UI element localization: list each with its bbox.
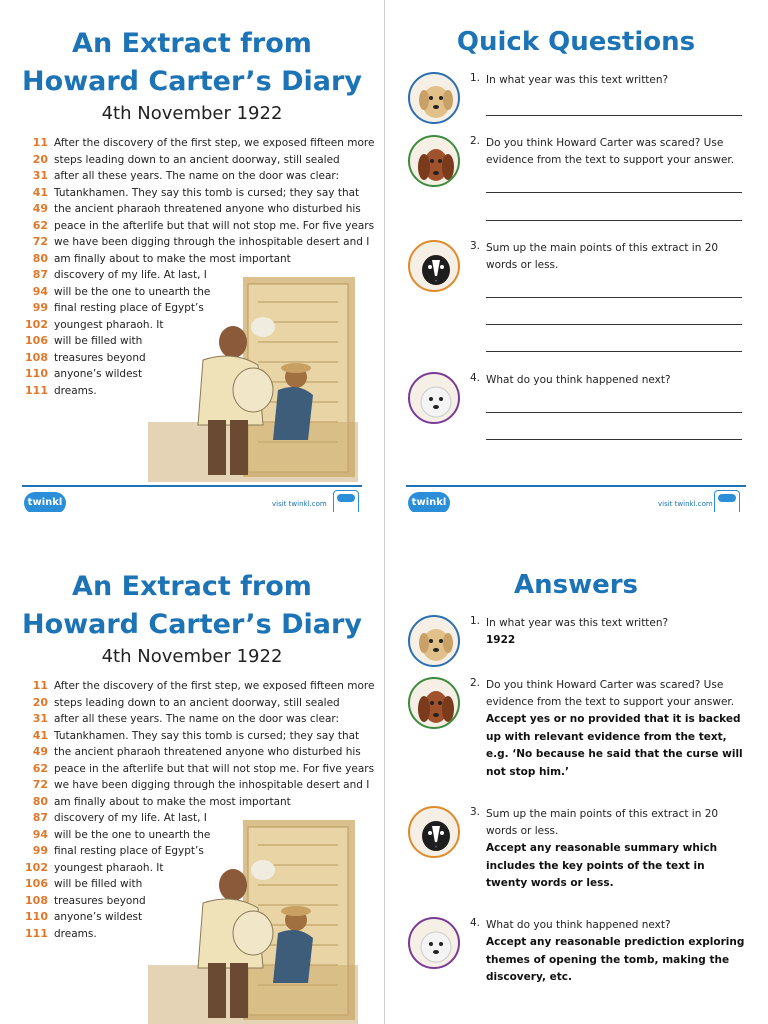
questions-title: Quick Questions <box>456 27 696 57</box>
quality-badge-icon <box>333 490 359 512</box>
question-number: 3. <box>470 806 481 818</box>
passage-line: will be the one to unearth the <box>54 285 211 298</box>
line-number: 106 <box>25 877 48 890</box>
answer-line[interactable] <box>486 324 742 325</box>
answer-line[interactable] <box>486 297 742 298</box>
answer-line[interactable] <box>486 220 742 221</box>
passage-line: discovery of my life. At last, I <box>54 812 207 824</box>
passage-line: after all these years. The name on the door was clear: <box>54 713 340 725</box>
question-text: In what year was this text written? <box>486 74 669 86</box>
answer-block <box>486 806 746 893</box>
line-number: 31 <box>32 712 48 725</box>
line-number: 111 <box>25 926 48 940</box>
line-number: 108 <box>25 350 48 364</box>
line-number: 102 <box>25 317 48 331</box>
extract-panel-bottom <box>0 543 384 1024</box>
line-number: 108 <box>25 893 48 907</box>
passage-line: am finally about to make the most important <box>54 795 291 808</box>
question-number: 2. <box>470 135 481 147</box>
passage-line: peace in the afterlife but that will not stop me. For five years <box>54 762 375 775</box>
passage-line: anyone’s wildest <box>54 368 143 380</box>
question-text: Sum up the main points of this extract in 20 words or less. <box>486 808 719 837</box>
passage-line: dreams. <box>54 927 97 940</box>
passage-line: dreams. <box>54 384 97 397</box>
passage-line: the ancient pharaoh threatened anyone who disturbed his <box>54 203 361 215</box>
answers-panel <box>384 543 768 1024</box>
line-number: 11 <box>32 136 48 149</box>
footer-rule <box>22 485 362 487</box>
line-number: 72 <box>32 778 48 791</box>
passage-line: steps leading down to an ancient doorway, still sealed <box>54 696 340 709</box>
answers-title: Answers <box>513 570 639 600</box>
extract-panel-top <box>0 0 384 512</box>
passage-line: discovery of my life. At last, I <box>54 269 207 281</box>
passage-line: youngest pharaoh. It <box>54 318 164 331</box>
passage-line: After the discovery of the first step, we exposed fifteen more <box>54 680 375 692</box>
tomb-discovery-illustration <box>148 272 358 482</box>
passage-line: final resting place of Egypt’s <box>54 845 204 857</box>
line-number: 94 <box>32 827 48 841</box>
passage-line: will be filled with <box>54 335 143 347</box>
line-number: 110 <box>25 910 48 923</box>
answer-item <box>408 806 748 901</box>
question-text: Do you think Howard Carter was scared? Use evidence from the text to support your answer. <box>486 679 735 708</box>
answer-text: Accept any reasonable prediction exploring themes of opening the tomb, making the discovery, etc. <box>486 936 745 983</box>
extract-date: 4th November 1922 <box>101 646 283 667</box>
answer-block <box>486 917 746 987</box>
white-dog-icon <box>408 917 460 969</box>
passage-line: anyone’s wildest <box>54 911 143 923</box>
passage-line: we have been digging through the inhospitable desert and I <box>54 236 370 248</box>
line-number: 99 <box>32 844 48 857</box>
answer-item <box>408 615 748 675</box>
line-number: 110 <box>25 367 48 380</box>
answer-block <box>486 677 746 781</box>
golden-retriever-icon <box>408 72 460 124</box>
answer-block <box>486 615 746 650</box>
answer-text: Accept any reasonable summary which includes the key points of the text in twenty words or less. <box>486 842 718 889</box>
twinkl-logo[interactable]: twinkl <box>408 492 450 512</box>
question-text: Do you think Howard Carter was scared? Use evidence from the text to support your answer. <box>486 137 735 166</box>
passage-line: youngest pharaoh. It <box>54 861 164 874</box>
passage-line: treasures beyond <box>54 894 146 907</box>
passage-line: will be the one to unearth the <box>54 828 211 841</box>
question-number: 4. <box>470 372 481 384</box>
question-number: 4. <box>470 917 481 929</box>
passage-line: the ancient pharaoh threatened anyone who disturbed his <box>54 746 361 758</box>
visit-link[interactable]: visit twinkl.com <box>272 500 327 508</box>
questions-panel <box>384 0 768 512</box>
question-item <box>408 240 748 355</box>
answer-text: 1922 <box>486 634 516 646</box>
line-number: 41 <box>32 185 48 199</box>
extract-title-line2: Howard Carter’s Diary <box>22 66 362 97</box>
line-number: 62 <box>32 218 48 232</box>
tomb-discovery-illustration <box>148 815 358 1024</box>
passage-line: steps leading down to an ancient doorway, still sealed <box>54 153 340 166</box>
passage-line: after all these years. The name on the door was clear: <box>54 170 340 182</box>
line-number: 20 <box>32 695 48 709</box>
passage-line: final resting place of Egypt’s <box>54 302 204 314</box>
line-number: 106 <box>25 334 48 347</box>
line-number: 49 <box>32 745 48 758</box>
footer-rule <box>406 485 746 487</box>
bloodhound-icon <box>408 677 460 729</box>
passage-line: Tutankhamen. They say this tomb is cursed; they say that <box>54 729 360 742</box>
line-number: 11 <box>32 679 48 692</box>
quality-badge-icon <box>714 490 740 512</box>
line-number: 87 <box>32 268 48 281</box>
answer-item <box>408 677 748 787</box>
question-text: What do you think happened next? <box>486 374 671 386</box>
line-number: 41 <box>32 728 48 742</box>
passage-line: After the discovery of the first step, we exposed fifteen more <box>54 137 375 149</box>
bloodhound-icon <box>408 135 460 187</box>
line-number: 80 <box>32 251 48 265</box>
passage-line: am finally about to make the most important <box>54 252 291 265</box>
question-item <box>408 372 748 444</box>
question-number: 3. <box>470 240 481 252</box>
question-number: 1. <box>470 72 481 84</box>
answer-line[interactable] <box>486 115 742 116</box>
passage-line: Tutankhamen. They say this tomb is cursed; they say that <box>54 186 360 199</box>
question-item <box>408 135 748 235</box>
line-numbers <box>22 135 48 399</box>
question-number: 1. <box>470 615 481 627</box>
line-number: 102 <box>25 860 48 874</box>
line-number: 87 <box>32 811 48 824</box>
golden-retriever-icon <box>408 615 460 667</box>
line-number: 49 <box>32 202 48 215</box>
extract-date: 4th November 1922 <box>101 103 283 124</box>
question-text: What do you think happened next? <box>486 919 671 931</box>
question-text: Sum up the main points of this extract in 20 words or less. <box>486 242 719 271</box>
answer-line[interactable] <box>486 192 742 193</box>
visit-link[interactable]: visit twinkl.com <box>658 500 713 508</box>
passage-line: peace in the afterlife but that will not stop me. For five years <box>54 219 375 232</box>
passage-line: treasures beyond <box>54 351 146 364</box>
line-number: 80 <box>32 794 48 808</box>
line-number: 20 <box>32 152 48 166</box>
line-number: 62 <box>32 761 48 775</box>
twinkl-logo[interactable]: twinkl <box>24 492 66 512</box>
question-item <box>408 72 748 132</box>
line-numbers <box>22 678 48 942</box>
line-number: 111 <box>25 383 48 397</box>
passage-line: will be filled with <box>54 878 143 890</box>
question-number: 2. <box>470 677 481 689</box>
line-number: 31 <box>32 169 48 182</box>
question-text: In what year was this text written? <box>486 617 669 629</box>
line-number: 99 <box>32 301 48 314</box>
answer-line[interactable] <box>486 351 742 352</box>
collie-icon <box>408 240 460 292</box>
white-dog-icon <box>408 372 460 424</box>
passage-line: we have been digging through the inhospitable desert and I <box>54 779 370 791</box>
line-number: 94 <box>32 284 48 298</box>
extract-title-line2: Howard Carter’s Diary <box>22 609 362 640</box>
answer-item <box>408 917 748 1012</box>
collie-icon <box>408 806 460 858</box>
extract-title-line1: An Extract from <box>72 28 312 59</box>
answer-line[interactable] <box>486 439 742 440</box>
line-number: 72 <box>32 235 48 248</box>
answer-text: Accept yes or no provided that it is backed up with relevant evidence from the text, e.g. ‘No because he said that the curse will not stop him.’ <box>486 713 743 778</box>
answer-line[interactable] <box>486 412 742 413</box>
extract-title-line1: An Extract from <box>72 571 312 602</box>
